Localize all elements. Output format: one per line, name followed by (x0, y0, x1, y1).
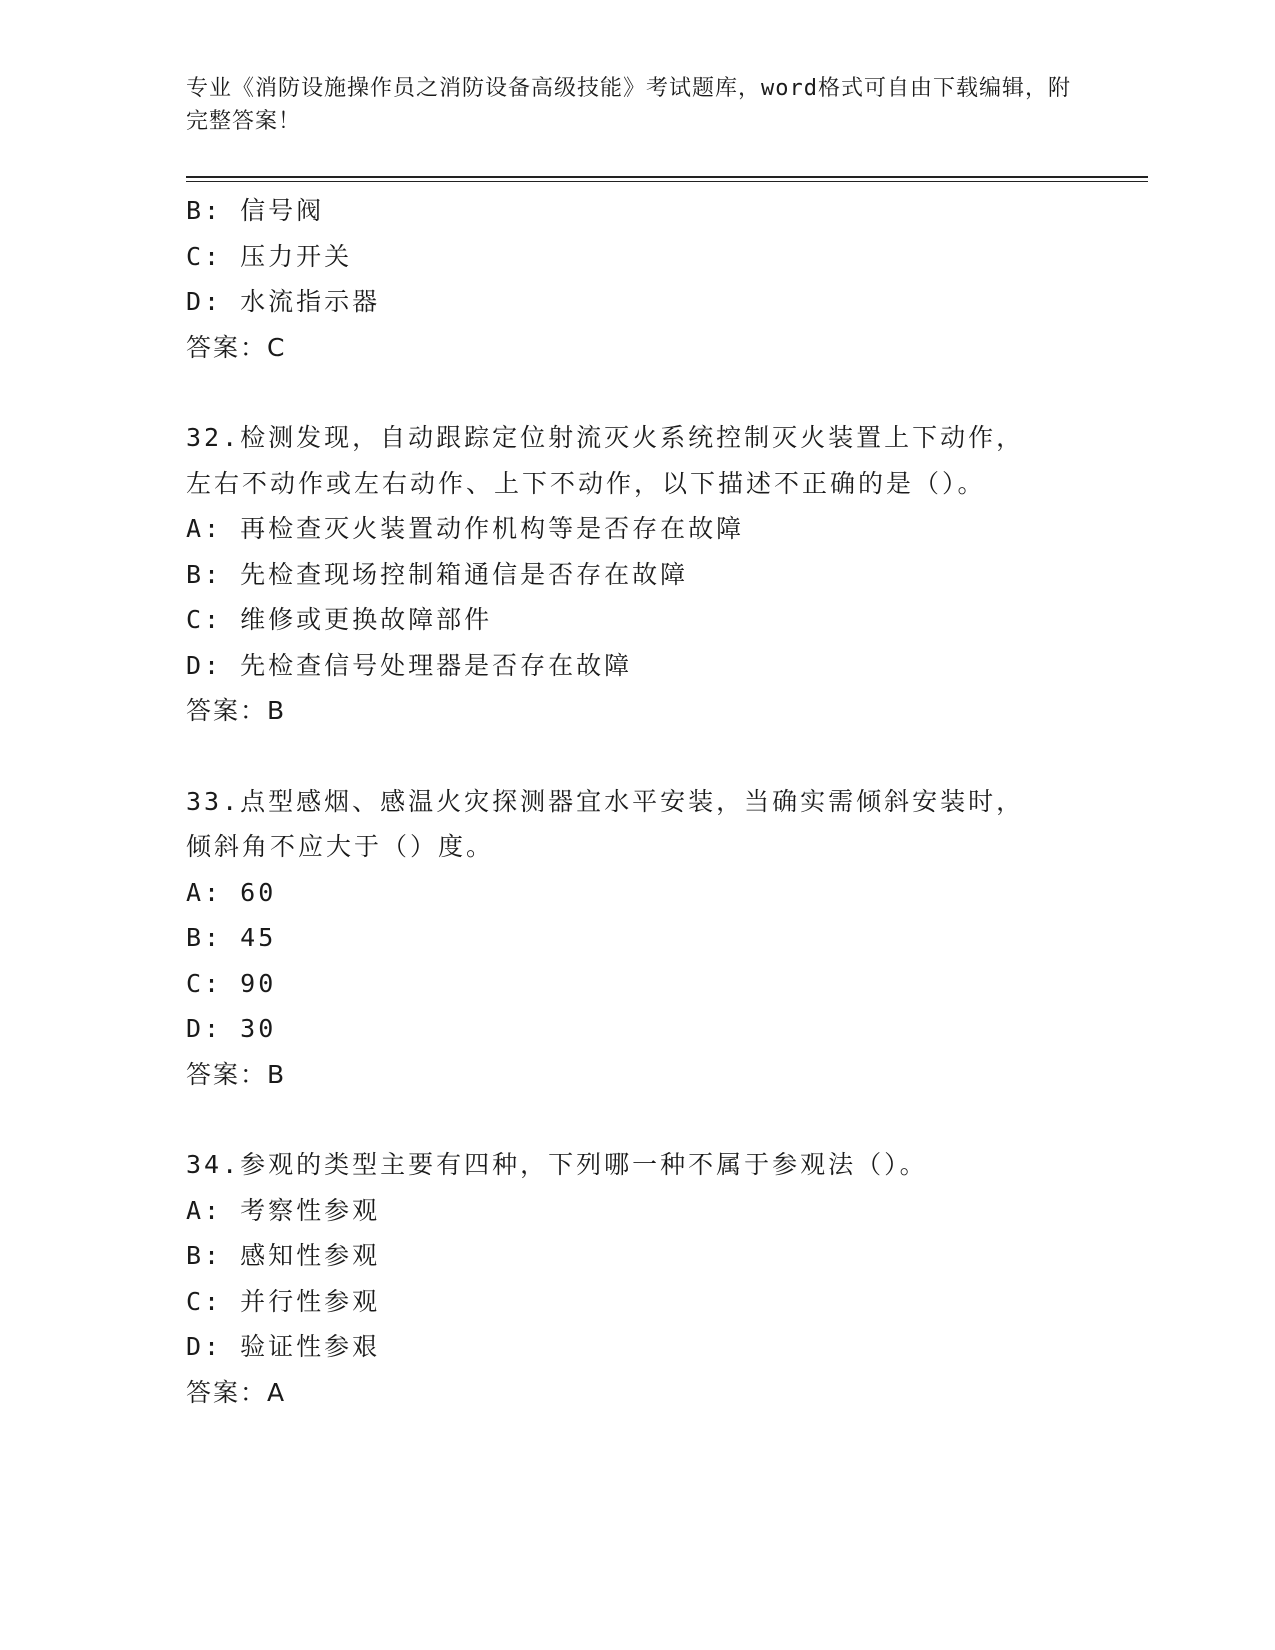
answer-label: 答案：B (186, 696, 287, 725)
question-31-continued (186, 188, 1086, 370)
document-body (186, 188, 1086, 1415)
question-text: 32.检测发现，自动跟踪定位射流灭火系统控制灭火装置上下动作，左右不动作或左右动作、上下不动作，以下描述不正确的是（）。 (186, 423, 1025, 498)
option-a: A: 60 (186, 877, 277, 907)
option-d: D: 30 (186, 1014, 277, 1043)
option-b: B: 信号阀 (186, 196, 325, 225)
option-b: B: 45 (186, 923, 277, 952)
option-a: A: 考察性参观 (186, 1195, 381, 1225)
document-header: 专业《消防设施操作员之消防设备高级技能》考试题库，word格式可自由下载编辑，附完整答案！ (186, 76, 1071, 134)
question-34 (186, 1142, 1086, 1415)
option-d: D: 先检查信号处理器是否存在故障 (186, 650, 633, 680)
header-rule-thin (186, 181, 1148, 182)
question-32 (186, 415, 1086, 734)
question-33 (186, 779, 1086, 1098)
option-c: C: 维修或更换故障部件 (186, 605, 493, 634)
option-c: C: 并行性参观 (186, 1286, 381, 1316)
answer-label: 答案：A (186, 1377, 287, 1407)
header-rule-thick (186, 176, 1148, 178)
option-b: B: 先检查现场控制箱通信是否存在故障 (186, 559, 689, 589)
option-d: D: 水流指示器 (186, 287, 381, 316)
answer-label: 答案：C (186, 332, 287, 362)
option-d: D: 验证性参艰 (186, 1332, 381, 1361)
question-text: 34.参观的类型主要有四种，下列哪一种不属于参观法（）。 (186, 1150, 928, 1179)
option-c: C: 90 (186, 968, 277, 998)
answer-label: 答案：B (186, 1059, 287, 1089)
option-b: B: 感知性参观 (186, 1241, 381, 1270)
question-text: 33.点型感烟、感温火灾探测器宜水平安装，当确实需倾斜安装时，倾斜角不应大于（）度。 (186, 786, 1025, 861)
option-a: A: 再检查灭火装置动作机构等是否存在故障 (186, 514, 745, 543)
option-c: C: 压力开关 (186, 241, 353, 271)
